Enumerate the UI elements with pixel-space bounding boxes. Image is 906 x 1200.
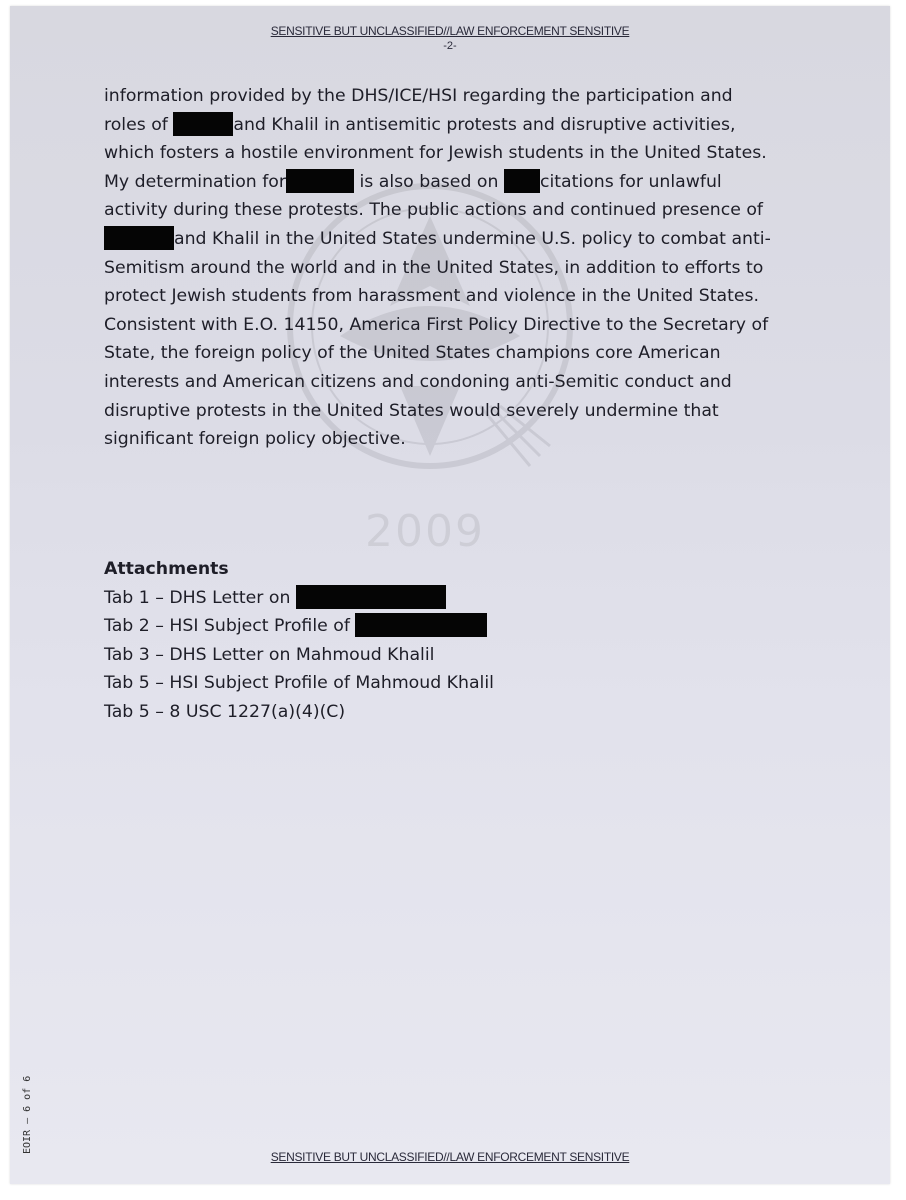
attachment-item: Tab 5 – 8 USC 1227(a)(4)(C) xyxy=(104,701,346,722)
body-text-segment: My determination for xyxy=(104,171,286,192)
body-line: Semitism around the world and in the United States, in addition to efforts to xyxy=(104,257,764,278)
body-line xyxy=(104,168,824,197)
body-line: protect Jewish students from harassment and violence in the United States. xyxy=(104,286,759,307)
attachment-item xyxy=(104,584,704,613)
header-classification-marking: SENSITIVE BUT UNCLASSIFIED//LAW ENFORCEMENT SENSITIVE xyxy=(270,24,630,38)
body-line: disruptive protests in the United States would severely undermine that xyxy=(104,400,719,421)
body-text-segment: citations for unlawful xyxy=(539,171,722,192)
body-line: activity during these protests. The public actions and continued presence of xyxy=(104,200,763,221)
body-line: Consistent with E.O. 14150, America First Policy Directive to the Secretary of xyxy=(104,314,769,335)
body-text-segment: is also based on xyxy=(359,171,499,192)
attachment-item: Tab 5 – HSI Subject Profile of Mahmoud Khalil xyxy=(104,673,494,694)
redaction-box xyxy=(104,226,174,250)
document-page xyxy=(10,6,890,1184)
body-text-segment: roles of xyxy=(104,114,168,135)
attachments-list xyxy=(104,555,704,727)
footer-classification-marking: SENSITIVE BUT UNCLASSIFIED//LAW ENFORCEMENT SENSITIVE xyxy=(270,1150,630,1164)
body-line: interests and American citizens and condoning anti-Semitic conduct and xyxy=(104,371,732,392)
redaction-box xyxy=(286,169,354,193)
redaction-box xyxy=(355,613,487,637)
redaction-box xyxy=(173,112,233,136)
body-line: information provided by the DHS/ICE/HSI regarding the participation and xyxy=(104,86,733,106)
attachment-item: Tab 3 – DHS Letter on Mahmoud Khalil xyxy=(104,644,435,665)
body-text-segment: and Khalil in antisemitic protests and disruptive activities, xyxy=(233,114,736,135)
attachment-label: Tab 1 – DHS Letter on xyxy=(104,587,291,608)
body-paragraph xyxy=(104,82,824,454)
redaction-box xyxy=(504,169,540,193)
bates-stamp: EOIR – 6 of 6 xyxy=(22,1075,33,1154)
attachment-item xyxy=(104,612,704,641)
body-line: significant foreign policy objective. xyxy=(104,429,406,450)
seal-year-watermark: 2009 xyxy=(365,506,485,557)
body-line: which fosters a hostile environment for Jewish students in the United States. xyxy=(104,143,767,164)
body-line xyxy=(104,111,824,140)
attachments-heading: Attachments xyxy=(104,559,229,579)
page-number: -2- xyxy=(443,40,457,52)
body-line xyxy=(104,225,824,254)
redaction-box xyxy=(296,585,446,609)
attachment-label: Tab 2 – HSI Subject Profile of xyxy=(104,616,350,637)
body-line: State, the foreign policy of the United States champions core American xyxy=(104,343,721,364)
body-text-segment: and Khalil in the United States undermine U.S. policy to combat anti- xyxy=(174,228,771,249)
